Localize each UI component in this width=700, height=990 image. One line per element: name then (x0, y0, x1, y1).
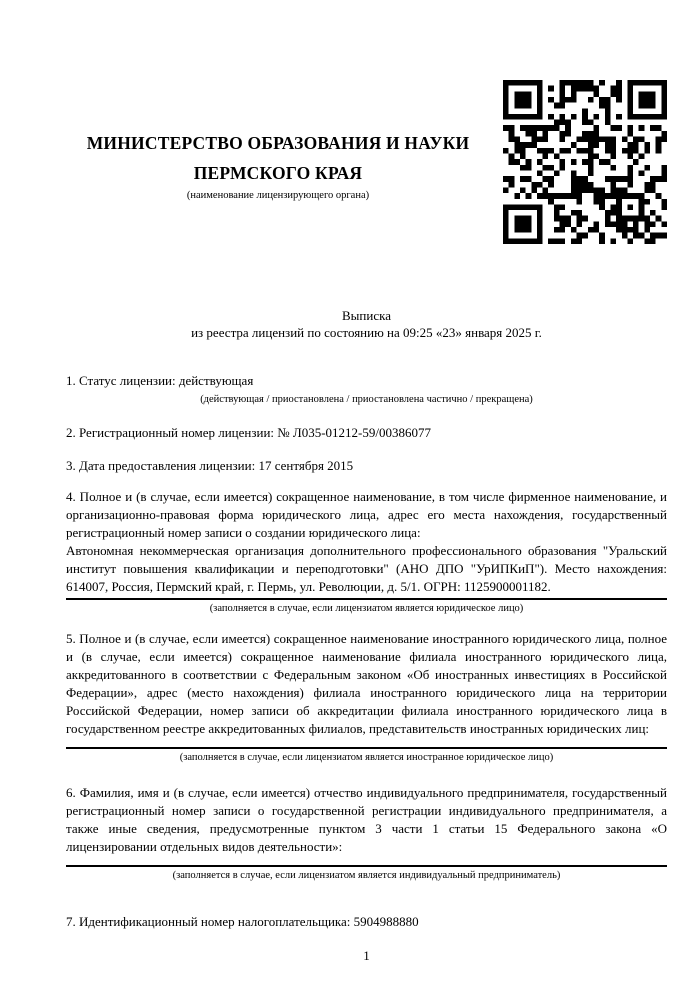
individual-entrepreneur-label: 6. Фамилия, имя и (в случае, если имеется) отчество индивидуального предпринимателя, государственный регистрационный номер записи о государственной регистрации индивидуального предпринимателя, а также иные сведения, предусмотренные пунктом 3 части 1 статьи 15 Федерального закона «О лицензировании отдельных видов деятельности»: (66, 785, 667, 854)
taxpayer-number-text: 7. Идентификационный номер налогоплательщика: 5904988880 (66, 914, 419, 929)
legal-entity-value: Автономная некоммерческая организация дополнительного профессионального образования "Уральский институт повышения квалификации и переподготовки" (АНО ДПО "УрИПКиП"). Место нахождения: 614007, Россия, Пермский край, г. Пермь, ул. Революции, д. 5/1. ОГРН: 1125900001182. (66, 543, 667, 594)
ministry-name-line1: МИНИСТЕРСТВО ОБРАЗОВАНИЯ И НАУКИ (86, 133, 470, 153)
qr-code-icon (503, 80, 667, 244)
legal-entity-label: 4. Полное и (в случае, если имеется) сокращенное наименование, в том числе фирменное наименование, и организационно-правовая форма юридического лица, адрес его места нахождения, государственный регистрационный номер записи о создании юридического лица: (66, 489, 667, 540)
individual-entrepreneur-hint: (заполняется в случае, если лицензиатом является индивидуальный предприниматель) (172, 870, 561, 881)
foreign-legal-entity-hint: (заполняется в случае, если лицензиатом является иностранное юридическое лицо) (179, 752, 554, 763)
license-grant-date-text: 3. Дата предоставления лицензии: 17 сентября 2015 (66, 458, 354, 473)
page-footer (66, 948, 667, 964)
item-registration-number (66, 424, 667, 442)
license-status-hint: (действующая / приостановлена / приостановлена частично / прекращена) (200, 394, 533, 405)
item-individual-entrepreneur (66, 784, 667, 882)
ministry-name-line2: ПЕРМСКОГО КРАЯ (193, 163, 363, 183)
document-body (0, 307, 700, 931)
foreign-legal-entity-label: 5. Полное и (в случае, если имеется) сокращенное наименование иностранного юридического лица, полное и (в случае, если имеется) сокращенное наименование филиала иностранного юридического лица, аккредитованного в соответствии с Федеральным законом «Об иностранных инвестициях в Российской Федерации», адрес (место нахождения) филиала иностранного юридического лица на территории Российской Федерации, номер записи об аккредитации филиала иностранного юридического лица в государственном реестре аккредитованных филиалов, представительств иностранных юридических лиц: (66, 631, 667, 736)
document-title (66, 307, 667, 341)
document-header (0, 0, 700, 243)
license-status-text: 1. Статус лицензии: действующая (66, 373, 254, 388)
item-legal-entity (66, 488, 667, 615)
licensing-authority-block (66, 128, 490, 203)
doc-title-line2: из реестра лицензий по состоянию на 09:25 «23» января 2025 г. (191, 325, 542, 340)
doc-title-line1: Выписка (342, 308, 391, 323)
ministry-caption: (наименование лицензирующего органа) (186, 190, 370, 201)
item-taxpayer-number (66, 913, 667, 931)
item-license-status (66, 372, 667, 406)
page-number: 1 (363, 948, 370, 963)
legal-entity-hint: (заполняется в случае, если лицензиатом является юридическое лицо) (209, 603, 524, 614)
registration-number-text: 2. Регистрационный номер лицензии: № Л035-01212-59/00386077 (66, 425, 432, 440)
item-foreign-legal-entity (66, 630, 667, 764)
item-license-grant-date (66, 457, 667, 475)
